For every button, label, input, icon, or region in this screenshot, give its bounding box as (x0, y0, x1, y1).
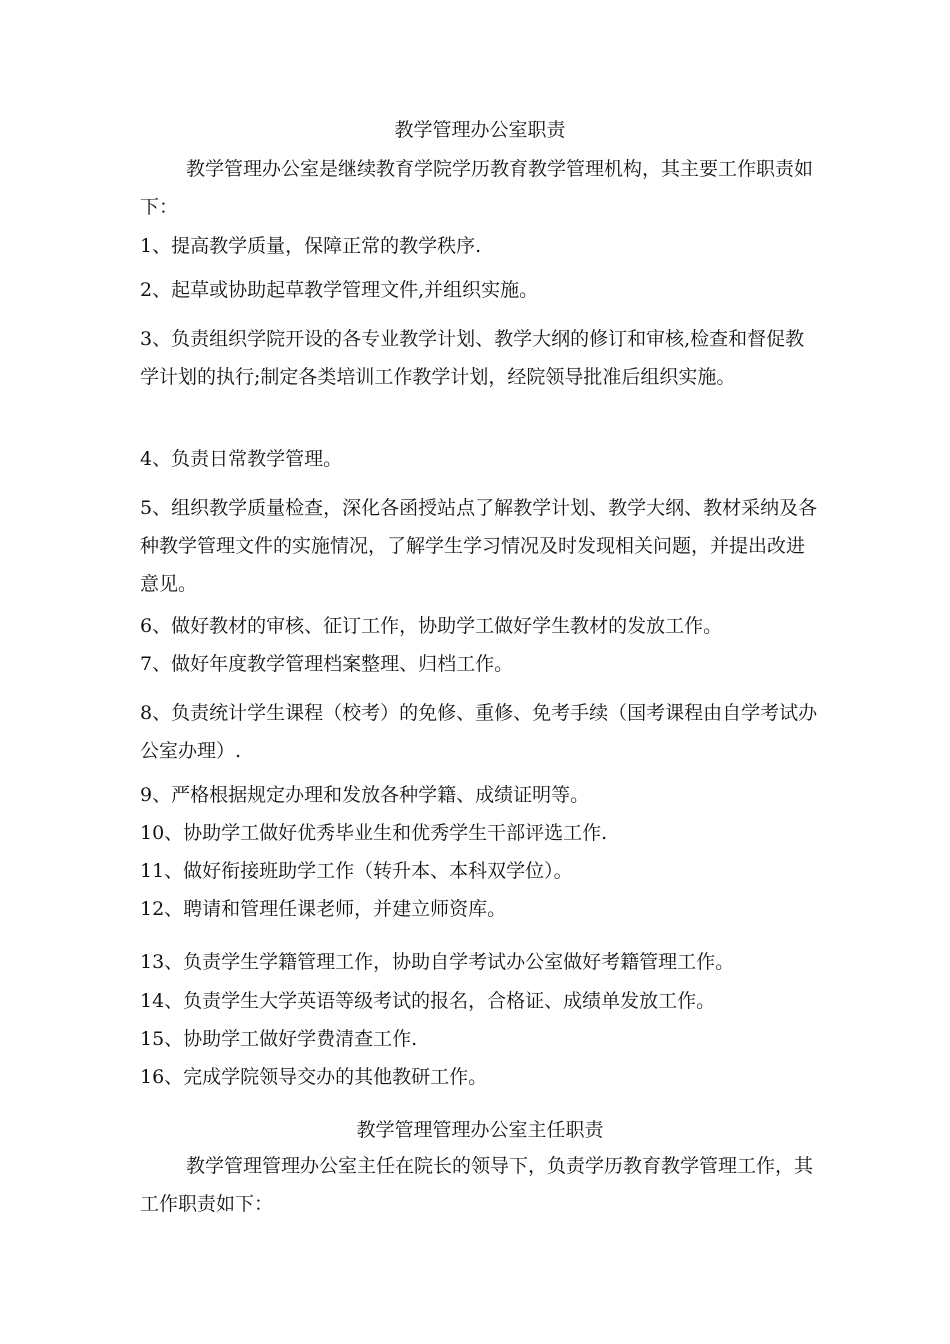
list-item: 3、负责组织学院开设的各专业教学计划、教学大纲的修订和审核,检查和督促教学计划的执行;制定各类培训工作教学计划，经院领导批准后组织实施。 (140, 328, 805, 388)
section-title-office-duties: 教学管理办公室职责 (394, 119, 566, 141)
list-item: 13、负责学生学籍管理工作，协助自学考试办公室做好考籍管理工作。 (140, 951, 735, 973)
section-title-director-duties: 教学管理管理办公室主任职责 (356, 1119, 604, 1141)
list-item: 14、负责学生大学英语等级考试的报名，合格证、成绩单发放工作。 (140, 990, 716, 1012)
list-item: 10、协助学工做好优秀毕业生和优秀学生干部评选工作. (140, 822, 608, 844)
list-item: 8、负责统计学生课程（校考）的免修、重修、免考手续（国考课程由自学考试办公室办理）. (140, 702, 818, 762)
list-item: 5、组织教学质量检查，深化各函授站点了解教学计划、教学大纲、教材采纳及各种教学管理文件的实施情况，了解学生学习情况及时发现相关问题，并提出改进意见。 (140, 497, 818, 595)
list-item: 6、做好教材的审核、征订工作，协助学工做好学生教材的发放工作。 (140, 615, 723, 637)
intro-paragraph-office: 教学管理办公室是继续教育学院学历教育教学管理机构，其主要工作职责如下： (140, 158, 814, 218)
list-item: 11、做好衔接班助学工作（转升本、本科双学位）。 (140, 860, 573, 882)
list-item: 9、严格根据规定办理和发放各种学籍、成绩证明等。 (140, 784, 590, 806)
list-item: 2、起草或协助起草教学管理文件,并组织实施。 (140, 279, 539, 301)
intro-paragraph-director: 教学管理管理办公室主任在院长的领导下，负责学历教育教学管理工作，其工作职责如下： (140, 1155, 814, 1215)
list-item: 16、完成学院领导交办的其他教研工作。 (140, 1066, 488, 1088)
list-item: 4、负责日常教学管理。 (140, 448, 343, 470)
list-item: 15、协助学工做好学费清查工作. (140, 1028, 418, 1050)
list-item: 7、做好年度教学管理档案整理、归档工作。 (140, 653, 514, 675)
list-item: 12、聘请和管理任课老师，并建立师资库。 (140, 898, 507, 920)
list-item: 1、提高教学质量，保障正常的教学秩序. (140, 235, 482, 257)
